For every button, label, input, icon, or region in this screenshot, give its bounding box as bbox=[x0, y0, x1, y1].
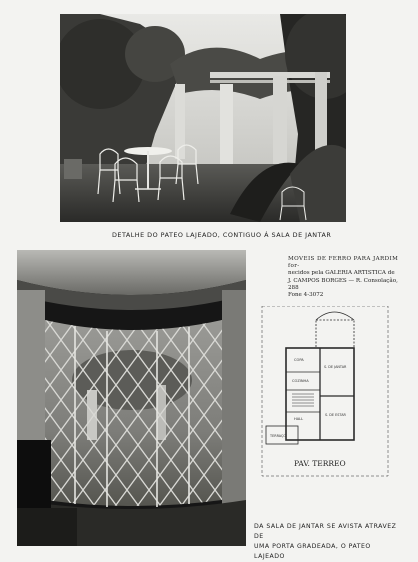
patio-photo bbox=[60, 14, 346, 222]
plan-label-hall: HALL bbox=[294, 417, 304, 421]
dining-caption-line-1: DA SALA DE JANTAR SE AVISTA ATRAVEZ DE bbox=[254, 523, 397, 540]
credit-line-1: MOVEIS DE FERRO PARA JARDIM for- bbox=[288, 256, 399, 270]
dining-caption bbox=[254, 522, 404, 562]
credit-line-4: Fone 4-3072 bbox=[288, 292, 324, 299]
patio-caption: DETALHE DO PATEO LAJEADO, CONTIGUO Á SALA DE JANTAR bbox=[112, 231, 332, 239]
floor-plan bbox=[258, 306, 392, 506]
credit-line-3: J. CAMPOS BORGES — R. Consolação, 288 bbox=[288, 277, 398, 291]
furniture-credit bbox=[288, 256, 400, 299]
dining-room-photo bbox=[17, 250, 246, 546]
dining-caption-line-2: UMA PORTA GRADEADA, O PATEO LAJEADO bbox=[254, 543, 371, 560]
plan-title: PAV. TERREO bbox=[294, 459, 346, 468]
credit-line-2: necidos pela GALERIA ARTISTICA de bbox=[288, 270, 395, 277]
plan-label-cozinha: COZINHA bbox=[292, 379, 309, 383]
plan-label-sala-jantar: S. DE JANTAR bbox=[324, 365, 347, 369]
plan-label-terraco: TERRAÇO bbox=[270, 434, 287, 438]
plan-label-copa: COPA bbox=[294, 358, 304, 362]
plan-label-sala-estar: S. DE ESTAR bbox=[325, 413, 346, 417]
